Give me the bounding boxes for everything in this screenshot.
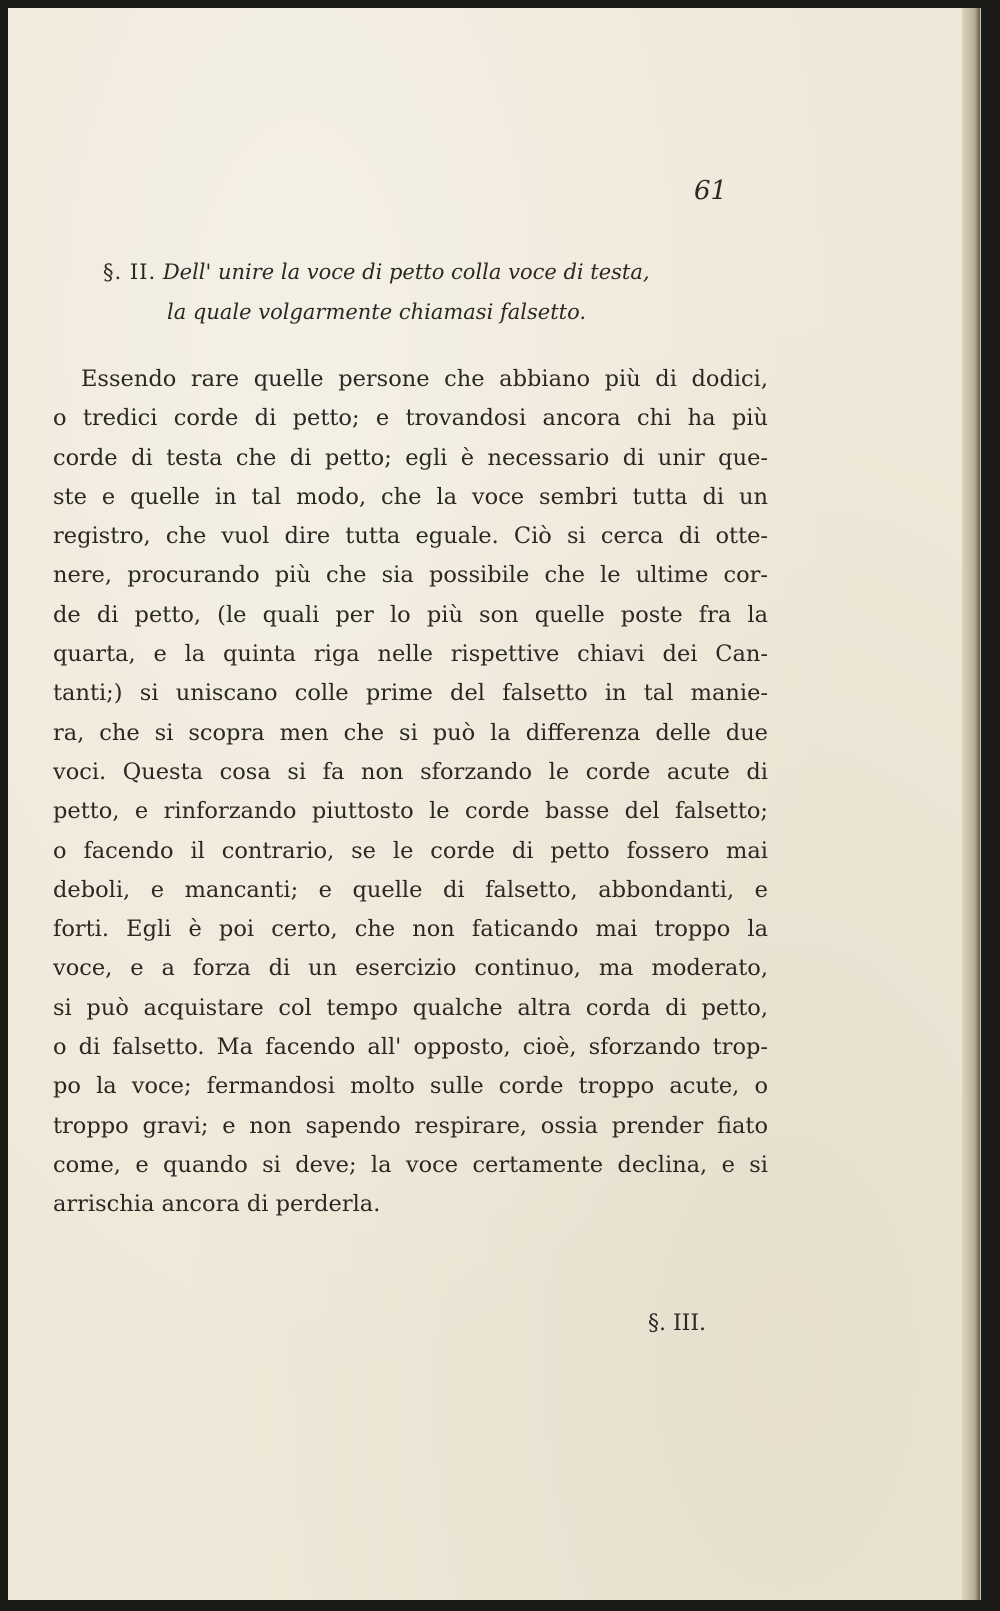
section-mark: §. II. [103,260,157,284]
body-line: voci. Questa cosa si fa non sforzando le corde acute di [53,758,768,785]
body-line: deboli, e mancanti; e quelle di falsetto, abbondanti, e [53,876,768,903]
body-line: o di falsetto. Ma facendo all' opposto, cioè, sforzando trop- [53,1034,768,1061]
body-line: troppo gravi; e non sapendo respirare, ossia prender fiato [53,1112,768,1139]
body-line: arrischia ancora di perderla. [53,1191,381,1218]
body-line: Essendo rare quelle persone che abbiano più di dodici, [81,366,768,392]
page-number: 61 [694,176,728,206]
body-line: quarta, e la quinta riga nelle rispettive chiavi dei Can- [53,641,768,668]
body-line: come, e quando si deve; la voce certamente declina, e si [53,1151,768,1178]
body-line: registro, che vuol dire tutta eguale. Ciò si cerca di otte- [53,523,768,550]
body-line: voce, e a forza di un esercizio continuo, ma moderato, [53,955,768,982]
book-page [8,8,981,1600]
body-line: corde di testa che di petto; egli è necessario di unir que- [53,444,768,471]
section-heading [103,252,803,332]
heading-line-2: la quale volgarmente chiamasi falsetto. [167,300,587,324]
body-line: o tredici corde di petto; e trovandosi ancora chi ha più [53,405,768,432]
body-line: petto, e rinforzando piuttosto le corde basse del falsetto; [53,798,768,825]
body-line: o facendo il contrario, se le corde di petto fossero mai [53,837,768,864]
body-line: de di petto, (le quali per lo più son quelle poste fra la [53,601,768,628]
catchword: §. III. [648,1311,707,1336]
page-edge-shadow [962,8,980,1600]
body-line: si può acquistare col tempo qualche altra corda di petto, [53,994,768,1021]
body-line: ra, che si scopra men che si può la differenza delle due [53,719,768,746]
body-line: po la voce; fermandosi molto sulle corde troppo acute, o [53,1073,768,1100]
body-line: ste e quelle in tal modo, che la voce sembri tutta di un [53,483,768,510]
adjacent-page-edge [8,8,22,1600]
heading-line-1: Dell' unire la voce di petto colla voce di testa, [162,260,650,284]
body-line: nere, procurando più che sia possibile che le ultime cor- [53,562,768,589]
body-line: tanti;) si uniscano colle prime del falsetto in tal manie- [53,680,768,707]
body-text [53,360,768,1225]
body-line: forti. Egli è poi certo, che non faticando mai troppo la [53,916,768,943]
